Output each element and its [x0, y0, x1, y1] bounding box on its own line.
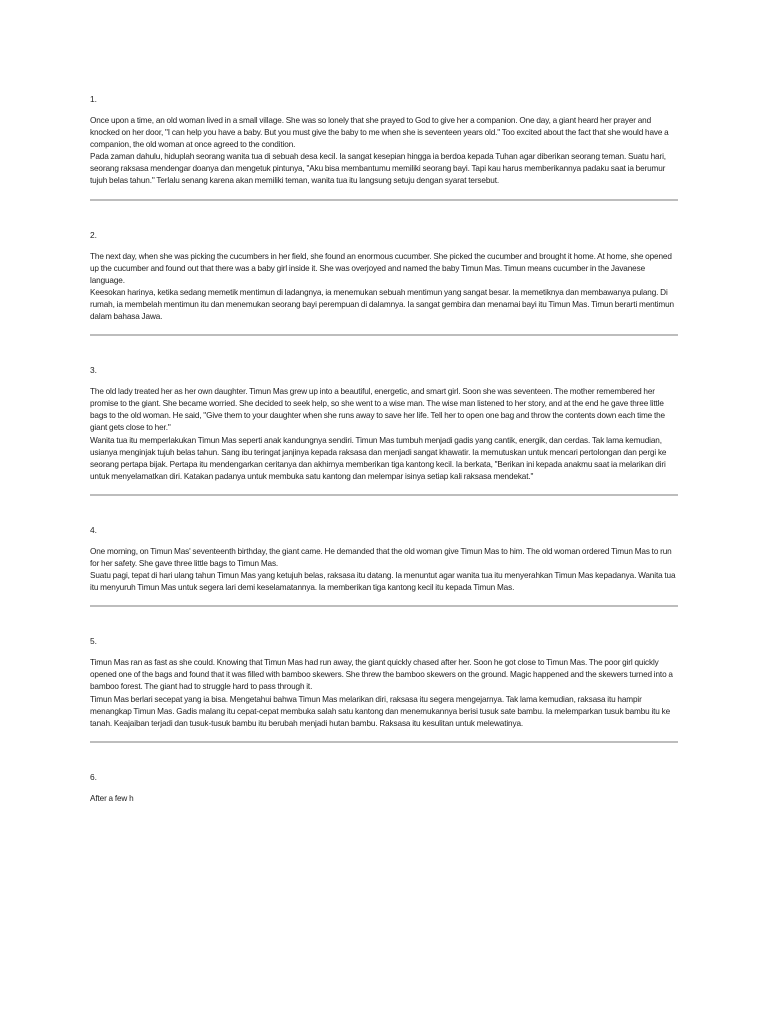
english-paragraph: The next day, when she was picking the cucumbers in her field, she found an enormous cucumber. She picked the cucumber and brought it home. At home, she opened up the cucumber and found out that there was a baby girl inside it. She was overjoyed and named the baby Timun Mas. Timun means cucumber in the Javanese language. — [90, 251, 672, 285]
english-paragraph: After a few h — [90, 793, 134, 803]
section-divider — [90, 605, 678, 607]
indonesian-paragraph: Wanita tua itu memperlakukan Timun Mas seperti anak kandungnya sendiri. Timun Mas tumbuh menjadi gadis yang cantik, energik, dan cerdas. Tak lama kemudian, usianya menginjak tujuh belas tahun. Sang ibu teringat janjinya kepada raksasa dan menjadi sangat khawatir. Ia memutuskan untuk mencari pertolongan dan pergi ke seorang pertapa bijak. Pertapa itu mendengarkan ceritanya dan akhirnya memberikan tiga kantong kecil. Ia berkata, "Berikan ini kepada anakmu saat ia melarikan diri untuk menyelamatkan diri. Katakan padanya untuk membuka satu kantong dan melempar isinya setiap kali raksasa mendekat." — [90, 435, 667, 481]
indonesian-paragraph: Timun Mas berlari secepat yang ia bisa. Mengetahui bahwa Timun Mas melarikan diri, raksasa itu segera mengejarnya. Tak lama kemudian, raksasa itu hampir menangkap Timun Mas. Gadis malang itu cepat-cepat membuka salah satu kantong dan menemukannya berisi tusuk sate bambu. Ia melemparkan tusuk bambu itu ke tanah. Keajaiban terjadi dan tusuk-tusuk bambu itu berubah menjadi hutan bambu. Raksasa itu kesulitan untuk melewatinya. — [90, 694, 670, 728]
section-5 — [90, 635, 680, 743]
indonesian-paragraph: Pada zaman dahulu, hiduplah seorang wanita tua di sebuah desa kecil. Ia sangat kesepian hingga ia berdoa kepada Tuhan agar diberikan seorang teman. Suatu hari, seorang raksasa mendengar doanya dan mengetuk pintunya, "Aku bisa membantumu memiliki seorang bayi. Tapi kau harus memberikannya padaku saat ia berumur tujuh belas tahun." Terlalu senang karena akan memiliki teman, wanita tua itu langsung setuju dengan syarat tersebut. — [90, 152, 666, 186]
section-divider — [90, 334, 678, 336]
english-paragraph: Once upon a time, an old woman lived in a small village. She was so lonely that she prayed to God to give her a companion. One day, a giant heard her prayer and knocked on her door, "I can help you have a baby. But you must give the baby to me when she is seventeen years old." Too excited about the fact that she would have a companion, the old woman at once agreed to the condition. — [90, 116, 669, 150]
section-3 — [90, 364, 680, 496]
english-paragraph: Timun Mas ran as fast as she could. Knowing that Timun Mas had run away, the giant quickly chased after her. Soon he got close to Timun Mas. The poor girl quickly opened one of the bags and found that it was filled with bamboo skewers. She threw the bamboo skewers on the ground. Magic happened and the skewers turned into a bamboo forest. The giant had to struggle hard to pass through it. — [90, 658, 673, 692]
indonesian-paragraph: Suatu pagi, tepat di hari ulang tahun Timun Mas yang ketujuh belas, raksasa itu datang. Ia menuntut agar wanita tua itu menyerahkan Timun Mas kepadanya. Wanita tua itu menyuruh Timun Mas untuk segera lari demi keselamatannya. Ia memberikan tiga kantong kecil itu kepada Timun Mas. — [90, 571, 676, 593]
section-4 — [90, 524, 680, 607]
section-number: 3. — [90, 365, 97, 376]
english-paragraph: One morning, on Timun Mas' seventeenth birthday, the giant came. He demanded that the old woman give Timun Mas to him. The old woman ordered Timun Mas to run for her safety. She gave three little bags to Timun Mas. — [90, 546, 672, 568]
section-2 — [90, 229, 680, 337]
section-number: 4. — [90, 524, 97, 535]
section-1 — [90, 93, 680, 201]
section-divider — [90, 741, 678, 743]
section-divider — [90, 494, 678, 496]
section-divider — [90, 199, 678, 201]
indonesian-paragraph: Keesokan harinya, ketika sedang memetik mentimun di ladangnya, ia menemukan sebuah mentimun yang sangat besar. Ia memetiknya dan membawanya pulang. Di rumah, ia membelah mentimun itu dan menemukan seorang bayi perempuan di dalamnya. Ia sangat gembira dan menamai bayi itu Timun Mas. Timun berarti mentimun dalam bahasa Jawa. — [90, 287, 674, 322]
document-page — [90, 93, 680, 805]
english-paragraph: The old lady treated her as her own daughter. Timun Mas grew up into a beautiful, energetic, and smart girl. Soon she was seventeen. The mother remembered her promise to the giant. She became worried. She decided to seek help, so she went to a wise man. The wise man listened to her story, and at the end he gave three little bags to the old woman. He said, "Give them to your daughter when she runs away to save her life. Tell her to open one bag and throw the contents down each time the giant gets close to her." — [90, 387, 665, 433]
section-6 — [90, 771, 680, 805]
section-number: 5. — [90, 636, 97, 647]
section-number: 1. — [90, 94, 97, 104]
section-number: 2. — [90, 229, 97, 240]
section-number: 6. — [90, 771, 97, 782]
